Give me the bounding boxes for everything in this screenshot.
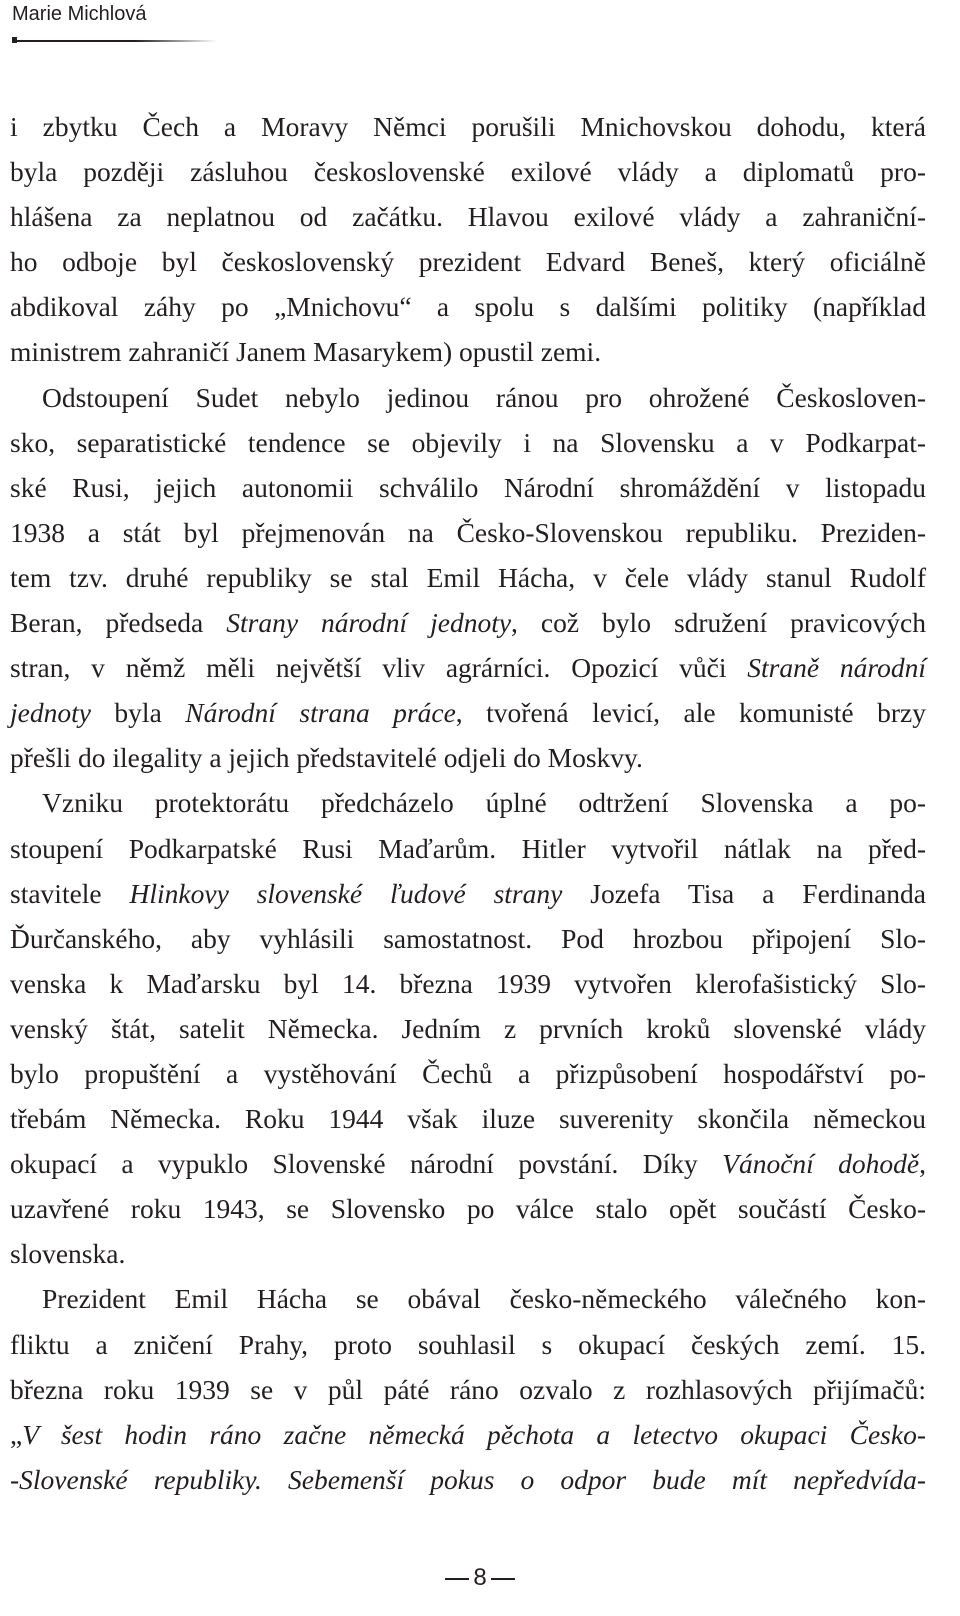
text-segment: Vzniku protektorátu předcházelo úplné odtržení Slovenska a po- [42,787,926,819]
footer-dash-left [445,1578,469,1580]
text-segment: slovenska. [10,1238,126,1270]
text-segment: Prezident Emil Hácha se obával česko-německého válečného kon- [42,1283,926,1315]
text-line [10,1367,926,1412]
text-line [10,1457,926,1502]
text-segment: 1938 a stát byl přejmenován na Česko-Slovenskou republiku. Preziden- [10,516,926,548]
italic-text: Straně národní [747,652,926,684]
text-segment: sko, separatistické tendence se objevily i na Slovensku a v Podkarpat- [10,426,926,458]
text-segment: hlášena za neplatnou od začátku. Hlavou exilové vlády a zahraniční- [10,201,926,233]
italic-text: Národní strana práce [185,697,456,729]
text-line [10,149,926,194]
text-line [10,420,926,465]
text-line [10,194,926,239]
text-line [10,465,926,510]
text-segment: fliktu a zničení Prahy, proto souhlasil s okupací českých zemí. 15. [10,1328,926,1360]
text-segment: stran, v němž měli největší vliv agrárníci. Opozicí vůči [10,652,748,684]
text-line [10,826,926,871]
header-rule [12,40,217,42]
text-line [10,555,926,600]
text-line [10,780,926,825]
text-line [10,284,926,329]
text-line [10,1186,926,1231]
text-line [10,961,926,1006]
text-line [10,1322,926,1367]
text-line [10,1051,926,1096]
text-segment: venský štát, satelit Německa. Jedním z prvních kroků slovenské vlády [10,1012,926,1044]
text-segment: ho odboje byl československý prezident Edvard Beneš, který oficiálně [10,246,926,278]
text-segment: Jozefa Tisa a Ferdinanda [562,877,926,909]
text-segment: třebám Německa. Roku 1944 však iluze suverenity skončila německou [10,1103,926,1135]
text-segment: byla [90,697,186,729]
text-segment: i zbytku Čech a Moravy Němci porušili Mnichovskou dohodu, která [10,111,926,142]
text-line [10,1276,926,1321]
italic-text: jednoty [10,697,91,729]
text-segment: Beran, předseda [10,607,227,639]
italic-text: V šest hodin ráno začne německá pěchota a letectvo okupaci Česko- [22,1418,926,1450]
text-segment: ské Rusi, jejich autonomii schválilo Národní shromáždění v listopadu [10,471,926,503]
text-line [10,645,926,690]
text-segment: okupací a vypuklo Slovenské národní povstání. Díky [10,1148,723,1180]
text-line [10,1231,926,1276]
text-segment: Odstoupení Sudet nebylo jedinou ránou pro ohrožené Českosloven- [42,381,926,413]
body-text [10,104,926,1502]
text-line [10,239,926,284]
text-line [10,104,926,149]
text-segment: tem tzv. druhé republiky se stal Emil Hácha, v čele vlády stanul Rudolf [10,561,926,593]
text-segment: byla později zásluhou československé exilové vlády a diplomatů pro- [10,156,926,188]
italic-text: Strany národní jednoty [226,607,512,639]
text-segment: uzavřené roku 1943, se Slovensko po válce stalo opět součástí Česko- [10,1193,926,1225]
text-segment: , tvořená levicí, ale komunisté brzy [455,697,926,729]
text-line [10,916,926,961]
footer-dash-right [491,1578,515,1580]
italic-text: Hlinkovy slovenské ľudové strany [129,877,563,909]
text-line [10,735,926,780]
text-line [10,375,926,420]
text-line [10,690,926,735]
text-segment: stavitele [10,877,130,909]
text-line [10,871,926,916]
text-segment: Ďurčanského, aby vyhlásili samostatnost. Pod hrozbou připojení Slo- [10,922,926,954]
text-segment: bylo propuštění a vystěhování Čechů a přizpůsobení hospodářství po- [10,1057,926,1089]
text-line [10,1141,926,1186]
text-line [10,1096,926,1141]
text-segment: přešli do ilegality a jejich představitelé odjeli do Moskvy. [10,742,643,774]
text-segment: března roku 1939 se v půl páté ráno ozvalo z rozhlasových přijímačů: [10,1373,926,1405]
text-segment: , [919,1148,926,1180]
page-number: 8 [473,1564,487,1591]
author-name: Marie Michlová [12,3,147,25]
text-line [10,600,926,645]
text-segment: venska k Maďarsku byl 14. března 1939 vytvořen klerofašistický Slo- [10,967,926,999]
italic-text: Vánoční dohodě [722,1148,920,1180]
text-line [10,1412,926,1457]
text-segment: stoupení Podkarpatské Rusi Maďarům. Hitler vytvořil nátlak na před- [10,832,926,864]
text-line [10,1006,926,1051]
text-line [10,329,926,374]
page-footer [0,1564,960,1592]
text-segment: abdikoval záhy po „Mnichovu“ a spolu s dalšími politiky (například [10,291,926,323]
text-line [10,510,926,555]
text-segment: ministrem zahraničí Janem Masarykem) opustil zemi. [10,336,602,368]
text-segment: , což bylo sdružení pravicových [511,607,927,639]
text-segment: „ [10,1418,23,1450]
italic-text: -Slovenské republiky. Sebemenší pokus o odpor bude mít nepředvída- [10,1463,926,1495]
